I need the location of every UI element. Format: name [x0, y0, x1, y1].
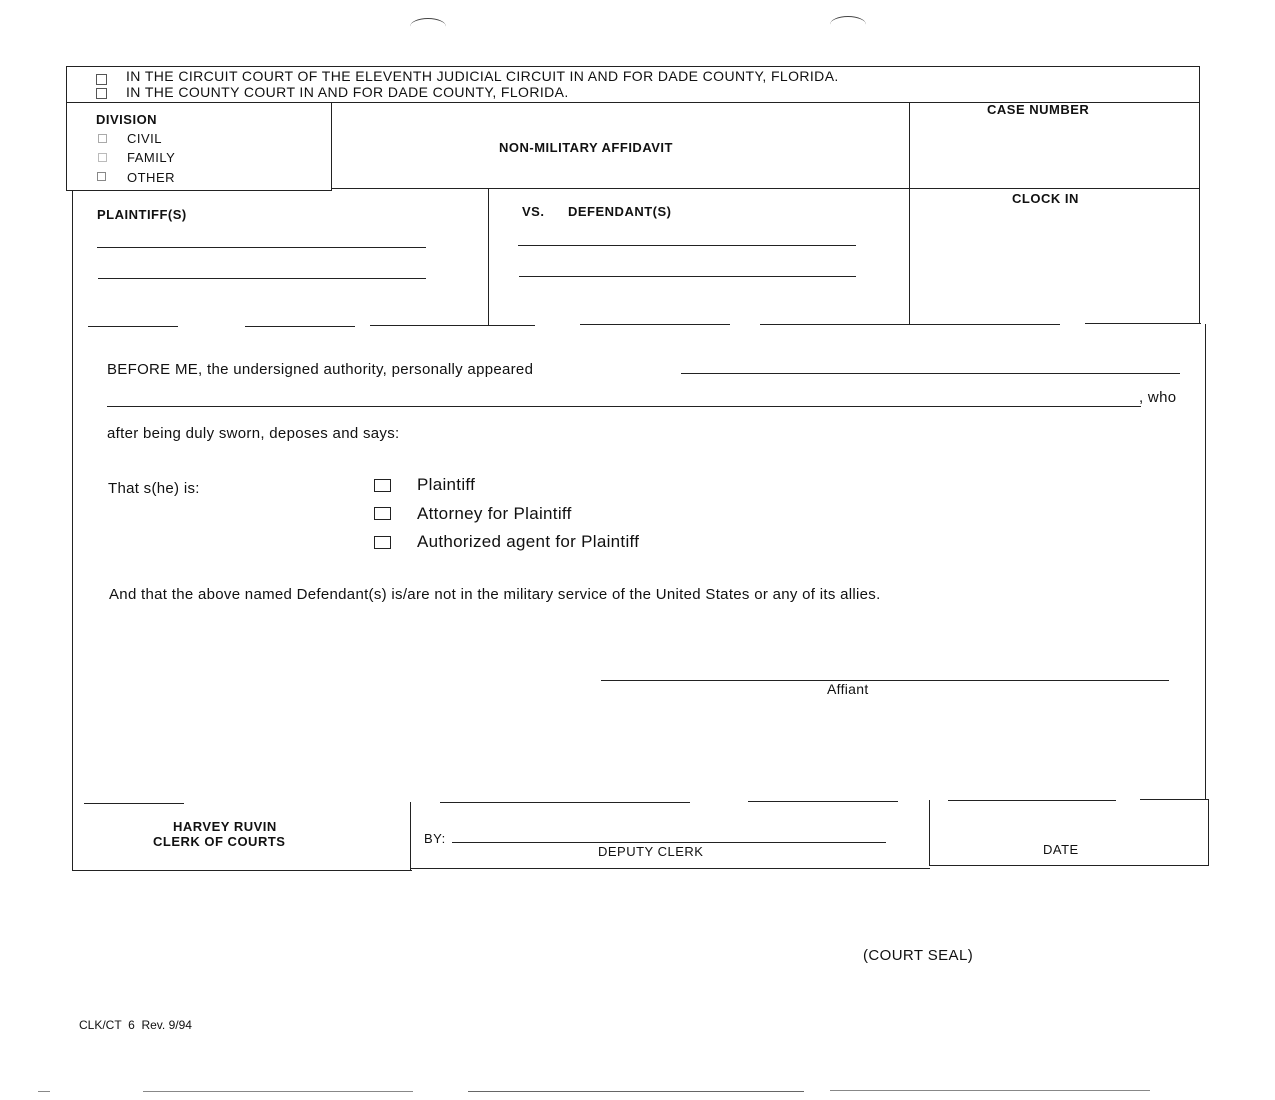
- affiant-label: Affiant: [827, 681, 869, 697]
- division-family-checkbox[interactable]: [98, 153, 107, 162]
- form-number: CLK/CT 6 Rev. 9/94: [79, 1018, 192, 1032]
- division-label: DIVISION: [96, 112, 158, 127]
- punch-hole-mark-left: [410, 18, 446, 35]
- plaintiff-label: PLAINTIFF(S): [97, 207, 187, 222]
- scan-mark-2: [143, 1091, 413, 1092]
- division-other-checkbox[interactable]: [97, 172, 106, 181]
- role-attorney-label: Attorney for Plaintiff: [417, 504, 572, 523]
- division-civil-checkbox[interactable]: [98, 134, 107, 143]
- deputy-clerk-signature-line[interactable]: [452, 842, 886, 843]
- before-me-text: BEFORE ME, the undersigned authority, personally appeared: [107, 361, 534, 378]
- statement-text: And that the above named Defendant(s) is/are not in the military service of the United States or any of its allies.: [109, 586, 881, 603]
- scan-mark-3: [468, 1091, 804, 1092]
- defendant-label: DEFENDANT(S): [568, 204, 672, 219]
- appeared-name-line-1[interactable]: [681, 373, 1180, 374]
- role-agent-label: Authorized agent for Plaintiff: [417, 532, 640, 551]
- court-seal-label: (COURT SEAL): [863, 947, 974, 964]
- role-plaintiff-checkbox[interactable]: [374, 479, 391, 492]
- clerk-title: CLERK OF COURTS: [153, 834, 286, 849]
- deputy-clerk-label: DEPUTY CLERK: [598, 844, 704, 859]
- circuit-court-checkbox[interactable]: [96, 74, 107, 85]
- case-number-field[interactable]: [920, 122, 1190, 182]
- clock-in-label: CLOCK IN: [1012, 191, 1079, 206]
- by-label: BY:: [424, 831, 446, 846]
- punch-hole-mark-right: [830, 16, 866, 33]
- county-court-checkbox[interactable]: [96, 88, 107, 99]
- role-plaintiff-label: Plaintiff: [417, 475, 476, 494]
- division-civil-label: CIVIL: [127, 131, 163, 146]
- who-text: , who: [1139, 389, 1177, 406]
- plaintiff-line-1[interactable]: [97, 247, 426, 248]
- date-label: DATE: [1043, 842, 1079, 857]
- defendant-line-1[interactable]: [518, 245, 856, 246]
- scan-mark-1: [38, 1091, 50, 1092]
- division-other-label: OTHER: [127, 170, 175, 185]
- county-court-text: IN THE COUNTY COURT IN AND FOR DADE COUNTY, FLORIDA.: [126, 84, 569, 100]
- sworn-text: after being duly sworn, deposes and says:: [107, 425, 400, 442]
- form-title: NON-MILITARY AFFIDAVIT: [499, 140, 673, 155]
- affiant-signature-line[interactable]: [601, 680, 1169, 681]
- vs-label: VS.: [522, 204, 545, 219]
- role-agent-checkbox[interactable]: [374, 536, 391, 549]
- appeared-name-line-2[interactable]: [107, 406, 1141, 407]
- role-attorney-checkbox[interactable]: [374, 507, 391, 520]
- plaintiff-line-2[interactable]: [98, 278, 426, 279]
- clerk-name: HARVEY RUVIN: [173, 819, 277, 834]
- division-family-label: FAMILY: [127, 150, 176, 165]
- defendant-line-2[interactable]: [519, 276, 856, 277]
- scan-mark-4: [830, 1090, 1150, 1091]
- circuit-court-text: IN THE CIRCUIT COURT OF THE ELEVENTH JUDICIAL CIRCUIT IN AND FOR DADE COUNTY, FLORIDA.: [126, 68, 839, 84]
- case-number-label: CASE NUMBER: [987, 102, 1090, 117]
- that-is-text: That s(he) is:: [108, 480, 200, 497]
